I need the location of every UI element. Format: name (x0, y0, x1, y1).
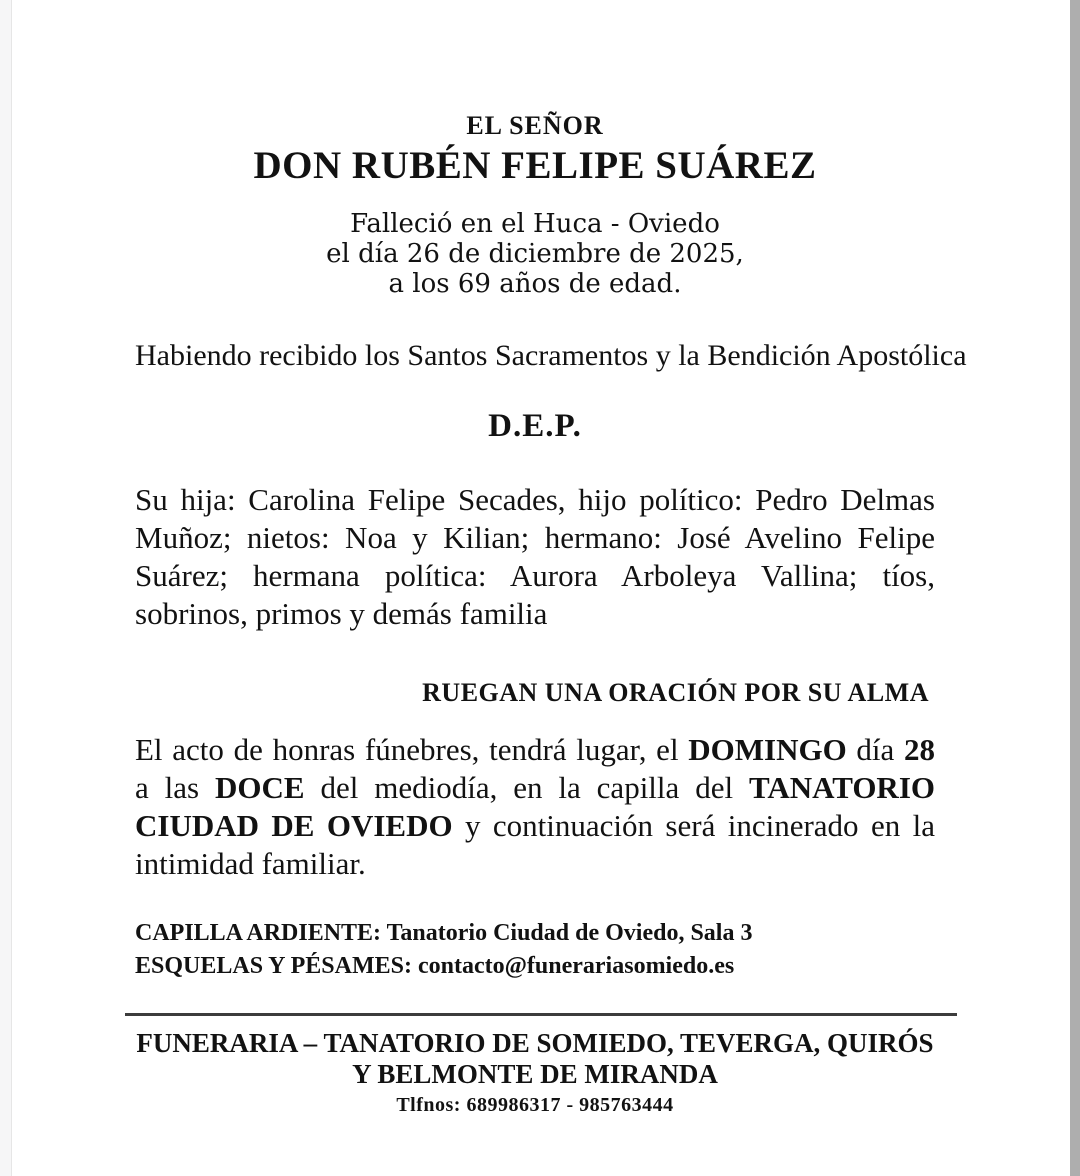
death-date-line: el día 26 de diciembre de 2025, (326, 239, 744, 270)
page-right-edge-strip (1070, 0, 1080, 1176)
funeral-home-name-line1: FUNERARIA – TANATORIO DE SOMIEDO, TEVERGA, QUIRÓS (136, 1028, 934, 1059)
death-info-block (135, 209, 935, 299)
sacraments-line: Habiendo recibido los Santos Sacramentos y la Bendición Apostólica (135, 339, 967, 373)
funeral-home-name-line2: Y BELMONTE DE MIRANDA (352, 1059, 718, 1090)
death-age-line: a los 69 años de edad. (388, 269, 682, 300)
funeral-home-phones: Tlfnos: 689986317 - 985763444 (396, 1094, 674, 1117)
family-paragraph: Su hija: Carolina Felipe Secades, hijo político: Pedro Delmas Muñoz; nietos: Noa y Kilian; hermano: José Avelino Felipe Suárez; hermana política: Aurora Arboleya Vallina; tíos, sobrinos, primos y demás familia (135, 481, 935, 631)
footer-divider-rule (125, 1013, 957, 1016)
obituary-document (135, 0, 967, 1117)
prayer-request-line: RUEGAN UNA ORACIÓN POR SU ALMA (422, 677, 929, 707)
chapel-details-block (135, 917, 935, 983)
deceased-name: DON RUBÉN FELIPE SUÁREZ (253, 143, 817, 187)
funeral-service-paragraph: El acto de honras fúnebres, tendrá lugar, el DOMINGO día 28 a las DOCE del mediodía, en la capilla del TANATORIO CIUDAD DE OVIEDO y continuación será incinerado en la intimidad familiar. (135, 732, 935, 882)
dep-abbreviation: D.E.P. (488, 408, 582, 445)
esquelas-pesames-line: ESQUELAS Y PÉSAMES: contacto@funerariasomiedo.es (135, 953, 735, 980)
death-place-line: Falleció en el Huca - Oviedo (350, 209, 720, 240)
capilla-ardiente-line: CAPILLA ARDIENTE: Tanatorio Ciudad de Oviedo, Sala 3 (135, 920, 753, 947)
page-left-edge-strip (0, 0, 12, 1176)
honorific-title: EL SEÑOR (466, 111, 604, 140)
